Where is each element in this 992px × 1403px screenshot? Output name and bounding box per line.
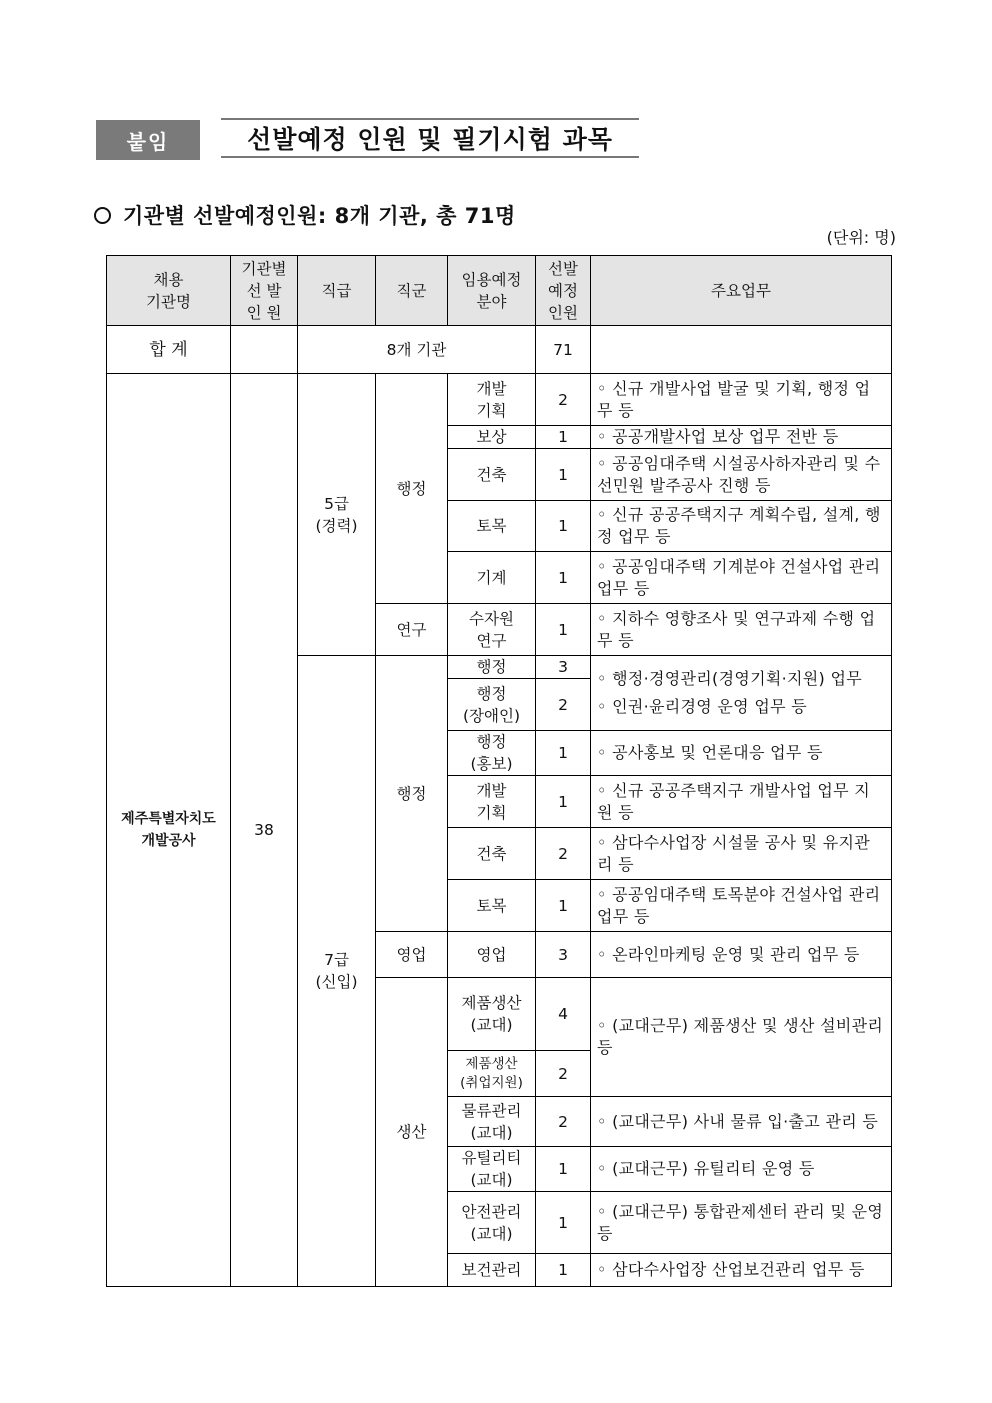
count-cell: 4: [536, 978, 591, 1051]
header-row: [107, 256, 892, 326]
group-research: 연구: [376, 604, 448, 656]
field-cell: 토목: [448, 501, 536, 552]
attachment-badge: 붙임: [96, 120, 200, 160]
field-cell: 토목: [448, 880, 536, 932]
field-cell: 행정: [448, 656, 536, 679]
field-cell: 유틸리티 (교대): [448, 1147, 536, 1192]
field-cell: 행정 (홍보): [448, 731, 536, 776]
duty-line: ◦ 행정·경영관리(경영기획·지원) 업무: [597, 669, 862, 688]
group-sales: 영업: [376, 932, 448, 978]
header-org: 채용 기관명: [107, 256, 231, 326]
count-cell: 1: [536, 776, 591, 828]
recruitment-table: [106, 255, 892, 1287]
count-cell: 1: [536, 501, 591, 552]
field-cell: 제품생산 (취업지원): [448, 1051, 536, 1097]
count-cell: 3: [536, 656, 591, 679]
header-field: 임용예정 분야: [448, 256, 536, 326]
total-row: [107, 326, 892, 374]
count-cell: 2: [536, 828, 591, 880]
field-cell: 보상: [448, 426, 536, 449]
duty-cell: ◦ 공공임대주택 토목분야 건설사업 관리 업무 등: [591, 880, 892, 932]
field-cell: 물류관리 (교대): [448, 1097, 536, 1147]
group-admin-2: 행정: [376, 656, 448, 932]
count-cell: 2: [536, 1097, 591, 1147]
unit-label: (단위: 명): [826, 228, 896, 247]
duty-cell: ◦ 삼다수사업장 산업보건관리 업무 등: [591, 1254, 892, 1287]
count-cell: 2: [536, 374, 591, 426]
field-cell: 보건관리: [448, 1254, 536, 1287]
count-cell: 1: [536, 1254, 591, 1287]
duty-cell: [591, 656, 892, 731]
field-cell: 기계: [448, 552, 536, 604]
field-cell: 안전관리 (교대): [448, 1192, 536, 1254]
duty-cell: ◦ (교대근무) 유틸리티 운영 등: [591, 1147, 892, 1192]
section-heading-text: 기관별 선발예정인원: 8개 기관, 총 71명: [123, 204, 516, 228]
count-cell: 1: [536, 604, 591, 656]
grade-7: 7급 (신입): [298, 656, 376, 1287]
count-cell: 2: [536, 1051, 591, 1097]
duty-cell: ◦ (교대근무) 사내 물류 입·출고 관리 등: [591, 1097, 892, 1147]
field-cell: 건축: [448, 449, 536, 501]
grade-5: 5급 (경력): [298, 374, 376, 656]
duty-cell: ◦ 온라인마케팅 운영 및 관리 업무 등: [591, 932, 892, 978]
table-row: [107, 374, 892, 426]
field-cell: 수자원 연구: [448, 604, 536, 656]
duty-cell: ◦ 공사홍보 및 언론대응 업무 등: [591, 731, 892, 776]
duty-cell: ◦ 신규 공공주택지구 계획수립, 설계, 행정 업무 등: [591, 501, 892, 552]
count-cell: 1: [536, 1147, 591, 1192]
field-cell: 개발 기획: [448, 374, 536, 426]
org-name: 제주특별자치도 개발공사: [107, 374, 231, 1287]
count-cell: 1: [536, 1192, 591, 1254]
count-cell: 1: [536, 426, 591, 449]
duty-line: ◦ 인권·윤리경영 운영 업무 등: [597, 697, 807, 716]
total-count: 71: [536, 326, 591, 374]
duty-cell: ◦ 신규 공공주택지구 개발사업 업무 지원 등: [591, 776, 892, 828]
count-cell: 1: [536, 552, 591, 604]
field-cell: 제품생산 (교대): [448, 978, 536, 1051]
duty-cell: ◦ 삼다수사업장 시설물 공사 및 유지관리 등: [591, 828, 892, 880]
duty-cell: ◦ (교대근무) 제품생산 및 생산 설비관리 등: [591, 978, 892, 1097]
total-label: 합 계: [107, 326, 231, 374]
duty-cell: ◦ (교대근무) 통합관제센터 관리 및 운영 등: [591, 1192, 892, 1254]
count-cell: 2: [536, 679, 591, 731]
count-cell: 3: [536, 932, 591, 978]
section-heading: [94, 200, 516, 230]
group-production: 생산: [376, 978, 448, 1287]
duty-cell: ◦ 신규 개발사업 발굴 및 기획, 행정 업무 등: [591, 374, 892, 426]
header-group: 직군: [376, 256, 448, 326]
duty-cell: ◦ 공공임대주택 시설공사하자관리 및 수선민원 발주공사 진행 등: [591, 449, 892, 501]
field-cell: 영업: [448, 932, 536, 978]
count-cell: 1: [536, 731, 591, 776]
duty-cell: ◦ 지하수 영향조사 및 연구과제 수행 업무 등: [591, 604, 892, 656]
total-empty: [231, 326, 298, 374]
org-count: 38: [231, 374, 298, 1287]
group-admin: 행정: [376, 374, 448, 604]
header-count: 선발 예정 인원: [536, 256, 591, 326]
field-cell: 행정 (장애인): [448, 679, 536, 731]
header-org-count: 기관별 선 발 인 원: [231, 256, 298, 326]
duty-cell: ◦ 공공개발사업 보상 업무 전반 등: [591, 426, 892, 449]
total-duty-empty: [591, 326, 892, 374]
header-duty: 주요업무: [591, 256, 892, 326]
duty-cell: ◦ 공공임대주택 기계분야 건설사업 관리 업무 등: [591, 552, 892, 604]
field-cell: 건축: [448, 828, 536, 880]
page-title: 선발예정 인원 및 필기시험 과목: [221, 118, 639, 158]
circle-bullet-icon: [94, 207, 111, 224]
count-cell: 1: [536, 880, 591, 932]
count-cell: 1: [536, 449, 591, 501]
field-cell: 개발 기획: [448, 776, 536, 828]
total-orgs: 8개 기관: [298, 326, 536, 374]
header-grade: 직급: [298, 256, 376, 326]
